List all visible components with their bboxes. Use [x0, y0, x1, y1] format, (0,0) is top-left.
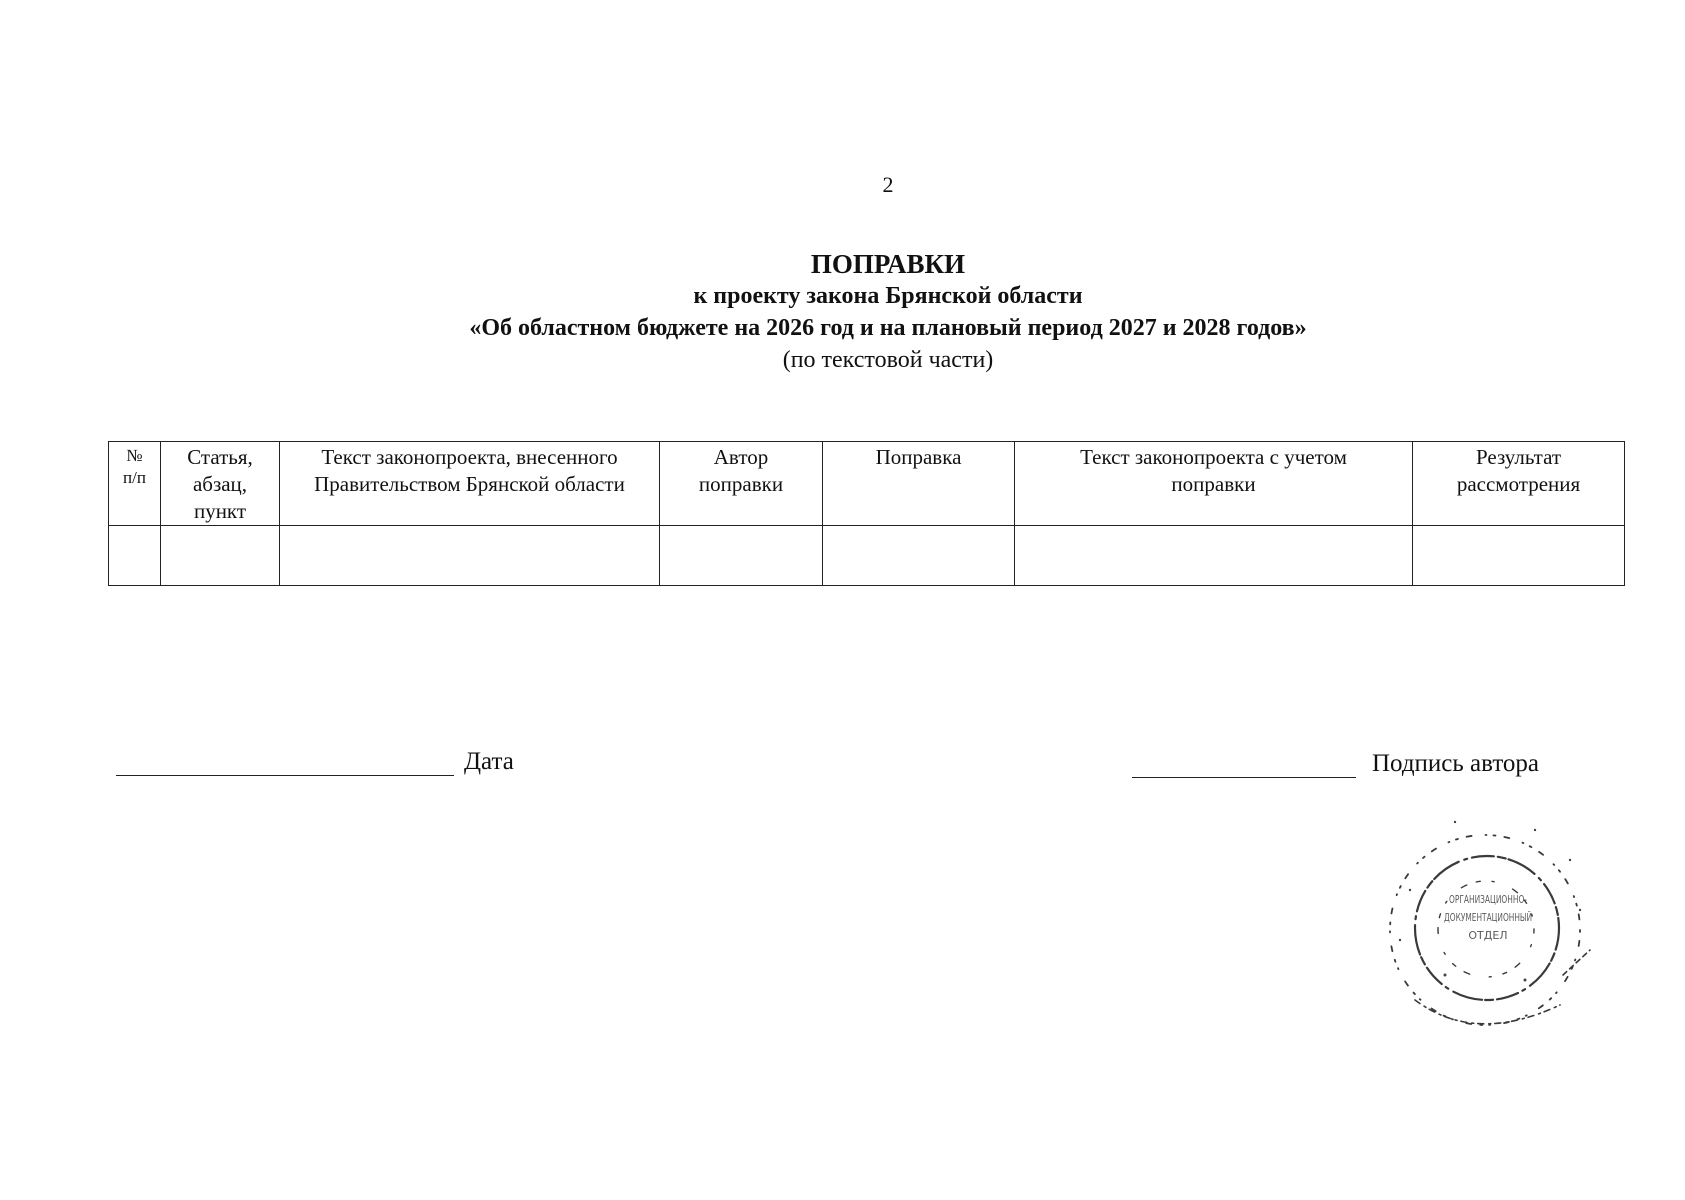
table-row — [109, 526, 1625, 586]
date-field — [116, 748, 514, 776]
column-header-amended-text: Текст законопроекта с учетом поправки — [1015, 442, 1413, 526]
signature-blank-line — [1132, 751, 1356, 778]
author-signature-label: Подпись автора — [1372, 750, 1540, 777]
stamp-text-line-2: ДОКУМЕНТАЦИОННЫЙ — [1444, 911, 1532, 924]
amendments-table — [108, 441, 1625, 586]
document-title: ПОПРАВКИ — [810, 249, 966, 279]
document-subtitle: (по текстовой части) — [782, 347, 994, 373]
table-cell — [1015, 526, 1413, 586]
document-title-line-1: к проекту закона Брянской области — [693, 283, 1083, 309]
table-header-row — [109, 442, 1625, 526]
table-cell — [660, 526, 823, 586]
table-cell — [823, 526, 1015, 586]
document-heading — [0, 248, 1685, 376]
stamp-text-line-3: ОТДЕЛ — [1468, 929, 1508, 942]
table-cell — [109, 526, 161, 586]
table-cell — [1413, 526, 1625, 586]
official-stamp — [1385, 800, 1605, 1045]
column-header-article: Статья, абзац, пункт — [161, 442, 280, 526]
page-number: 2 — [882, 172, 894, 197]
date-label: Дата — [464, 748, 514, 775]
column-header-author: Автор поправки — [660, 442, 823, 526]
table-cell — [280, 526, 660, 586]
table-cell — [161, 526, 280, 586]
stamp-text-line-1: ОРГАНИЗАЦИОННО- — [1449, 893, 1528, 906]
author-signature-field — [1132, 750, 1539, 778]
column-header-original-text: Текст законопроекта, внесенного Правительством Брянской области — [280, 442, 660, 526]
date-blank-line — [116, 749, 454, 776]
document-title-line-2: «Об областном бюджете на 2026 год и на плановый период 2027 и 2028 годов» — [469, 315, 1307, 341]
column-header-amendment: Поправка — [823, 442, 1015, 526]
column-header-result: Результат рассмотрения — [1413, 442, 1625, 526]
column-header-number: № п/п — [109, 442, 161, 526]
